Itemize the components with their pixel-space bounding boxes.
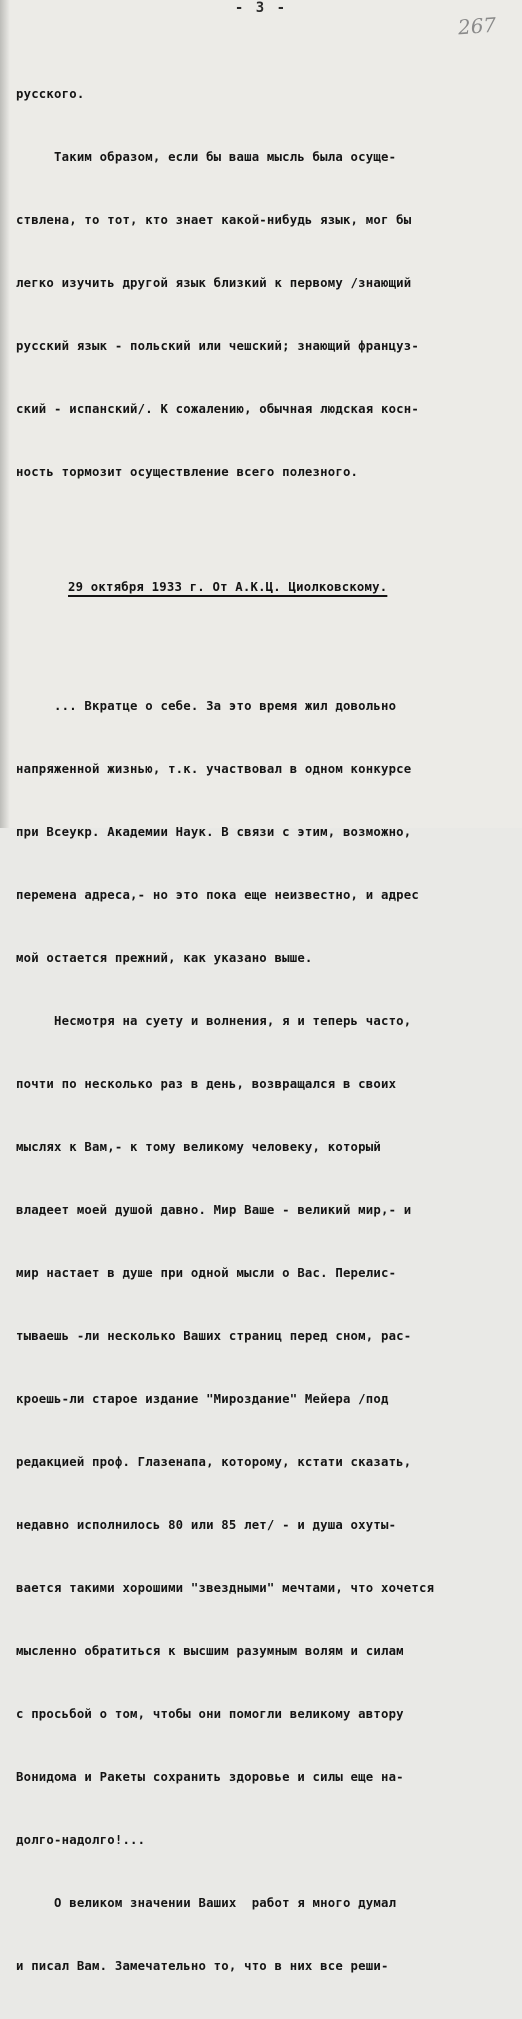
handwritten-folio-number: 267 [457, 12, 497, 40]
typed-text-body [16, 42, 516, 2019]
letter-line: мысленно обратиться к высшим разумным волям и силам [16, 1644, 404, 1658]
text-line: ность тормозит осуществление всего полезного. [16, 465, 359, 479]
letter-line: и писал Вам. Замечательно то, что в них все реши- [16, 1959, 389, 1973]
letter-line: долго-надолго!... [16, 1833, 146, 1847]
letter-heading: 29 октября 1933 г. От А.К.Ц. Циолковскому. [68, 580, 388, 594]
letter-line: мир настает в душе при одной мысли о Вас. Перелис- [16, 1266, 397, 1280]
letter-line: владеет моей душой давно. Мир Ваше - великий мир,- и [16, 1203, 412, 1217]
letter-line: ... Вкратце о себе. За это время жил довольно [16, 699, 397, 713]
letter-line: тываешь -ли несколько Ваших страниц перед сном, рас- [16, 1329, 412, 1343]
text-line: русского. [16, 87, 85, 101]
spacer [16, 525, 516, 535]
text-line: русский язык - польский или чешский; знающий француз- [16, 339, 419, 353]
letter-line: напряженной жизнью, т.к. участвовал в одном конкурсе [16, 762, 412, 776]
letter-line: Несмотря на суету и волнения, я и теперь часто, [16, 1014, 412, 1028]
page-number: - 3 - [234, 0, 288, 16]
letter-line: О великом значении Ваших работ я много думал [16, 1896, 397, 1910]
letter-line: редакцией проф. Глазенапа, которому, кстати сказать, [16, 1455, 412, 1469]
letter-line: кроешь-ли старое издание "Мироздание" Мейера /под [16, 1392, 389, 1406]
scan-edge-shadow [0, 0, 10, 828]
letter-line: мой остается прежний, как указано выше. [16, 951, 313, 965]
letter-line: мыслях к Вам,- к тому великому человеку, который [16, 1140, 381, 1154]
letter-line: недавно исполнилось 80 или 85 лет/ - и душа охуты- [16, 1518, 397, 1532]
letter-line: с просьбой о том, чтобы они помогли великому автору [16, 1707, 404, 1721]
text-line: ский - испанский/. К сожалению, обычная людская косн- [16, 402, 419, 416]
letter-line: Вонидома и Ракеты сохранить здоровье и силы еще на- [16, 1770, 404, 1784]
letter-line: при Всеукр. Академии Наук. В связи с этим, возможно, [16, 825, 412, 839]
letter-line: вается такими хорошими "звездными" мечтами, что хочется [16, 1581, 435, 1595]
text-line: ствлена, то тот, кто знает какой-нибудь язык, мог бы [16, 213, 412, 227]
letter-line: перемена адреса,- но это пока еще неизвестно, и адрес [16, 888, 419, 902]
letter-line: почти по несколько раз в день, возвращался в своих [16, 1077, 397, 1091]
text-line: легко изучить другой язык близкий к первому /знающий [16, 276, 412, 290]
spacer [16, 644, 516, 654]
text-line: Таким образом, если бы ваша мысль была осуще- [16, 150, 397, 164]
